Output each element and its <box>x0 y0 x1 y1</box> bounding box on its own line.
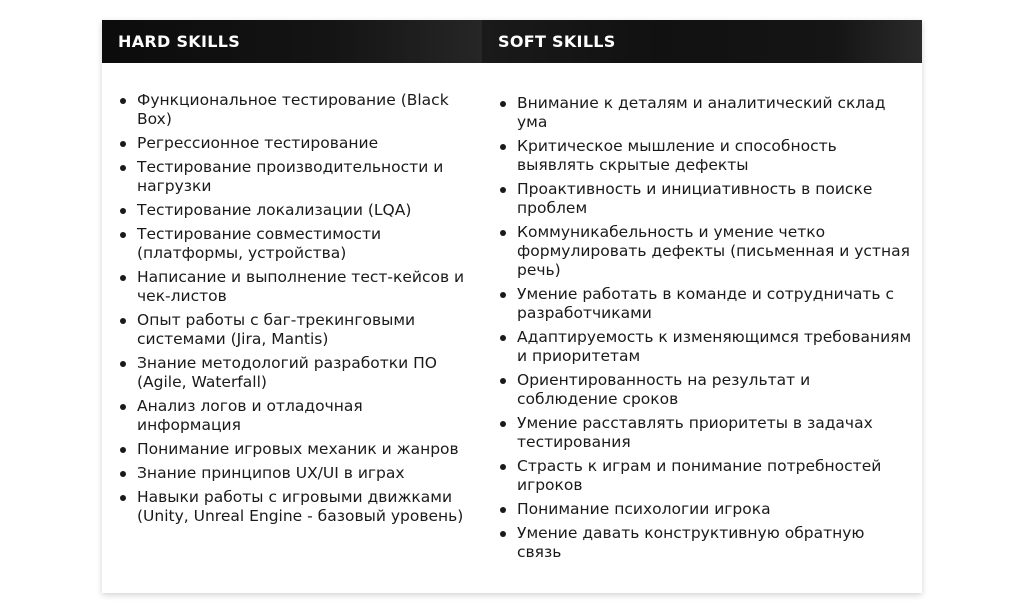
list-item: Критическое мышление и способность выявлять скрытые дефекты <box>517 137 912 175</box>
list-item: Понимание психологии игрока <box>517 500 912 519</box>
list-item: Внимание к деталям и аналитический склад ума <box>517 94 912 132</box>
list-item: Ориентированность на результат и соблюдение сроков <box>517 371 912 409</box>
list-item: Умение расставлять приоритеты в задачах тестирования <box>517 414 912 452</box>
list-item: Функциональное тестирование (Black Box) <box>137 91 467 129</box>
list-item: Тестирование локализации (LQA) <box>137 201 467 220</box>
soft-skills-list <box>482 63 912 562</box>
list-item: Коммуникабельность и умение четко формулировать дефекты (письменная и устная речь) <box>517 223 912 280</box>
list-item: Умение давать конструктивную обратную связь <box>517 524 912 562</box>
list-item: Понимание игровых механик и жанров <box>137 440 467 459</box>
list-item: Тестирование совместимости (платформы, устройства) <box>137 225 467 263</box>
list-item: Анализ логов и отладочная информация <box>137 397 467 435</box>
list-item: Регрессионное тестирование <box>137 134 467 153</box>
list-item: Проактивность и инициативность в поиске проблем <box>517 180 912 218</box>
list-item: Страсть к играм и понимание потребностей игроков <box>517 457 912 495</box>
soft-skills-column <box>482 20 922 567</box>
hard-skills-list <box>102 63 467 526</box>
soft-skills-header: SOFT SKILLS <box>482 20 922 63</box>
list-item: Навыки работы с игровыми движками (Unity, Unreal Engine - базовый уровень) <box>137 488 467 526</box>
skills-card <box>102 20 922 593</box>
list-item: Умение работать в команде и сотрудничать с разработчиками <box>517 285 912 323</box>
list-item: Написание и выполнение тест-кейсов и чек-листов <box>137 268 467 306</box>
list-item: Адаптируемость к изменяющимся требованиям и приоритетам <box>517 328 912 365</box>
list-item: Знание принципов UX/UI в играх <box>137 464 467 483</box>
list-item: Тестирование производительности и нагрузки <box>137 158 467 196</box>
hard-skills-header: HARD SKILLS <box>102 20 482 63</box>
hard-skills-column <box>102 20 482 531</box>
list-item: Знание методологий разработки ПО (Agile, Waterfall) <box>137 354 467 392</box>
list-item: Опыт работы с баг-трекинговыми системами (Jira, Mantis) <box>137 311 467 349</box>
